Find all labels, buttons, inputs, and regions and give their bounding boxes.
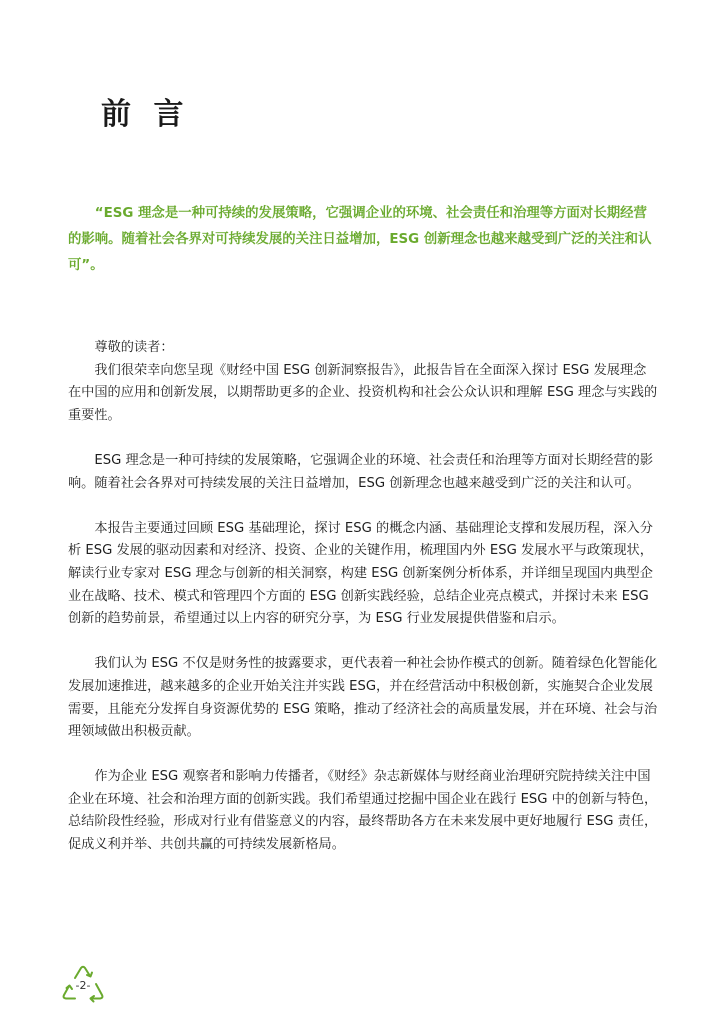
body-text bbox=[68, 337, 658, 879]
paragraph-4: 我们认为 ESG 不仅是财务性的披露要求，更代表着一种社会协作模式的创新。随着绿色化智能化发展加速推进，越来越多的企业开始关注并实践 ESG，并在经营活动中积极创新，实施契合企业发展需要，且能充分发挥自身资源优势的 ESG 策略，推动了经济社会的高质量发展，并在环境、社会与治理领域做出积极贡献。 bbox=[68, 656, 658, 740]
paragraph-5: 作为企业 ESG 观察者和影响力传播者，《财经》杂志新媒体与财经商业治理研究院持续关注中国企业在环境、社会和治理方面的创新实践。我们希望通过挖掘中国企业在践行 ESG 中的创新与特色，总结阶段性经验，形成对行业有借鉴意义的内容，最终帮助各方在未来发展中更好地履行 ESG 责任，促成义利并举、共创共赢的可持续发展新格局。 bbox=[68, 769, 658, 853]
paragraph-1: 我们很荣幸向您呈现《财经中国 ESG 创新洞察报告》，此报告旨在全面深入探讨 ESG 发展理念在中国的应用和创新发展，以期帮助更多的企业、投资机构和社会公众认识和理解 ESG 理念与实践的重要性。 bbox=[68, 362, 658, 423]
paragraph-2: ESG 理念是一种可持续的发展策略，它强调企业的环境、社会责任和治理等方面对长期经营的影响。随着社会各界对可持续发展的关注日益增加，ESG 创新理念也越来越受到广泛的关注和认可。 bbox=[68, 452, 654, 491]
salutation: 尊敬的读者： bbox=[94, 340, 174, 355]
highlight-quote: “ESG 理念是一种可持续的发展策略，它强调企业的环境、社会责任和治理等方面对长期经营的影响。随着社会各界对可持续发展的关注日益增加，ESG 创新理念也越来越受到广泛的关注和认可”。 bbox=[68, 206, 652, 273]
paragraph-3: 本报告主要通过回顾 ESG 基础理论，探讨 ESG 的概念内涵、基础理论支撑和发展历程，深入分析 ESG 发展的驱动因素和对经济、投资、企业的关键作用，梳理国内外 ESG 发展水平与政策现状，解读行业专家对 ESG 理念与创新的相关洞察，构建 ESG 创新案例分析体系，并详细呈现国内典型企业在战略、技术、模式和管理四个方面的 ESG 创新实践经验，总结企业亮点模式，并探讨未来 ESG 创新的趋势前景，希望通过以上内容的研究分享，为 ESG 行业发展提供借鉴和启示。 bbox=[68, 520, 653, 627]
page-number: -2- bbox=[75, 979, 91, 992]
page-title: 前 言 bbox=[101, 97, 190, 132]
